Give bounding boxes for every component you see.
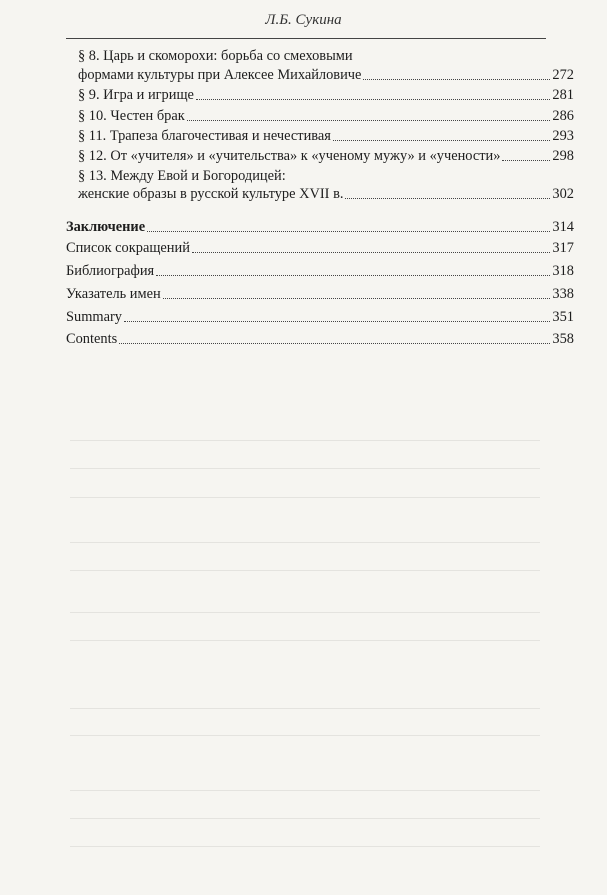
toc-entry[interactable] xyxy=(78,108,574,125)
toc-entry-title: Список сокращений xyxy=(66,240,190,256)
bleed-line xyxy=(70,468,540,469)
toc-page-number: 314 xyxy=(552,219,574,235)
toc-entry-title: Contents xyxy=(66,331,118,347)
bleed-line xyxy=(70,612,540,613)
toc-entry-summary[interactable] xyxy=(66,309,574,326)
toc-page-number: 293 xyxy=(552,128,574,144)
bleed-line xyxy=(70,440,540,441)
toc-entry-title: Summary xyxy=(66,309,122,325)
toc-entry[interactable] xyxy=(78,67,574,84)
toc-entry-name-index[interactable] xyxy=(66,286,574,303)
toc-page-number: 351 xyxy=(552,309,574,325)
leader-dots xyxy=(147,231,550,232)
toc-page-number: 298 xyxy=(552,148,574,164)
toc-entry-title: формами культуры при Алексее Михайловиче xyxy=(78,67,362,83)
bleed-line xyxy=(70,818,540,819)
bleed-line xyxy=(70,708,540,709)
header-rule xyxy=(66,38,546,39)
toc-entry[interactable] xyxy=(78,186,574,203)
toc-entry-conclusion[interactable] xyxy=(66,219,574,236)
toc-page-number: 281 xyxy=(552,87,574,103)
toc-entry[interactable] xyxy=(78,148,574,165)
toc-entry[interactable] xyxy=(78,128,574,145)
bleed-line xyxy=(70,735,540,736)
toc-entry-bibliography[interactable] xyxy=(66,263,574,280)
toc-page-number: 358 xyxy=(552,331,574,347)
toc-entry-title: § 12. От «учителя» и «учительства» к «ученому мужу» и «учености» xyxy=(78,148,501,164)
toc-entry-title: § 10. Честен брак xyxy=(78,108,185,124)
toc-entry-title: Указатель имен xyxy=(66,286,161,302)
leader-dots xyxy=(196,99,550,100)
leader-dots xyxy=(502,160,550,161)
leader-dots xyxy=(363,79,550,80)
leader-dots xyxy=(333,140,551,141)
toc-entry-title: § 11. Трапеза благочестивая и нечестивая xyxy=(78,128,331,144)
leader-dots xyxy=(124,321,550,322)
toc-page-number: 338 xyxy=(552,286,574,302)
toc-page-number: 286 xyxy=(552,108,574,124)
toc-entry-title: § 9. Игра и игрище xyxy=(78,87,194,103)
leader-dots xyxy=(345,198,550,199)
bleed-line xyxy=(70,640,540,641)
leader-dots xyxy=(163,298,551,299)
toc-entry-title: Заключение xyxy=(66,219,146,235)
leader-dots xyxy=(192,252,551,253)
bleed-line xyxy=(70,497,540,498)
toc-entry-contents[interactable] xyxy=(66,331,574,348)
toc-page-number: 318 xyxy=(552,263,574,279)
leader-dots xyxy=(187,120,551,121)
toc-page-number: 272 xyxy=(552,67,574,83)
bleed-line xyxy=(70,542,540,543)
toc-entry-title: женские образы в русской культуре XVII в. xyxy=(78,186,344,202)
toc-entry[interactable] xyxy=(78,87,574,104)
toc-entry-abbreviations[interactable] xyxy=(66,240,574,257)
toc-entry-title: Библиография xyxy=(66,263,155,279)
toc-entry-line: § 13. Между Евой и Богородицей: xyxy=(78,168,286,184)
bleed-line xyxy=(70,846,540,847)
toc-entry-line: § 8. Царь и скоморохи: борьба со смеховыми xyxy=(78,48,353,64)
toc-page-number: 302 xyxy=(552,186,574,202)
leader-dots xyxy=(119,343,550,344)
toc-page-number: 317 xyxy=(552,240,574,256)
bleed-line xyxy=(70,570,540,571)
bleed-line xyxy=(70,790,540,791)
running-title: Л.Б. Сукина xyxy=(265,12,342,28)
leader-dots xyxy=(156,275,550,276)
